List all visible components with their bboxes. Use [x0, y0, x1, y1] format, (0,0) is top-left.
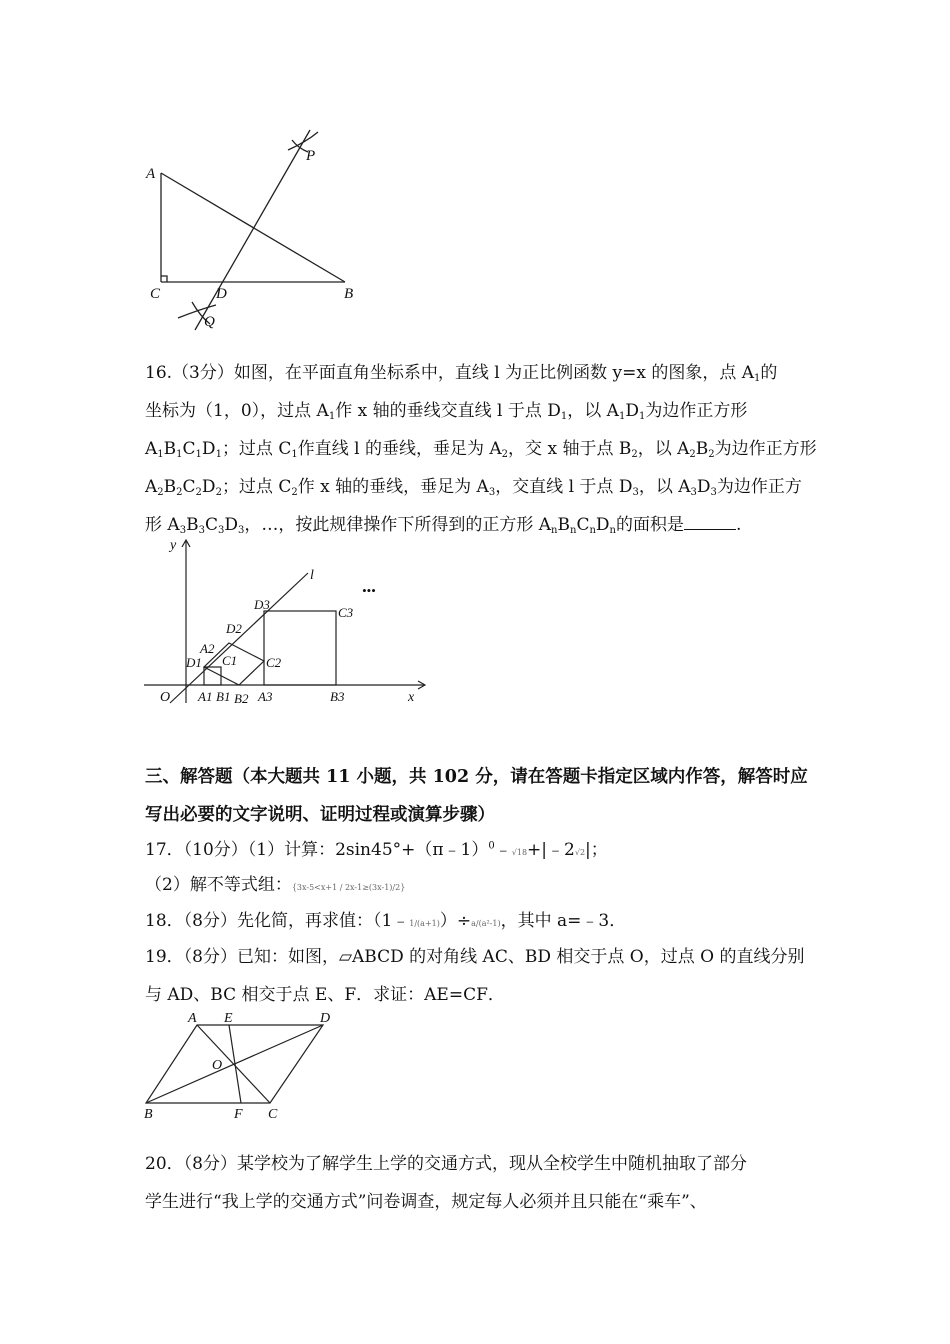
label-a2: A2 — [200, 641, 215, 656]
point-a-label: A — [146, 166, 156, 182]
sqrt-icon: √18 — [511, 848, 528, 857]
line-l — [170, 573, 308, 703]
fraction-icon-2: a/(a²-1) — [471, 919, 501, 928]
point-c-label: C — [150, 286, 161, 302]
label-d3: D3 — [254, 597, 270, 612]
point-a-label: A — [188, 1011, 197, 1026]
label-a1: A1 — [198, 689, 213, 704]
fraction-icon: 1/(a+1) — [409, 919, 440, 928]
q16-line3: $A_1B_1C_1D_1$；过点 $C_1$作直线 l 的垂线，垂足为 $A_2$，交 x 轴于点 $B_2$，以 $A_2B_2$为边作正方形 — [145, 439, 817, 460]
label-b1: B1 — [216, 689, 231, 704]
answer-blank — [684, 515, 736, 530]
label-b2: B2 — [234, 691, 249, 706]
line-pq — [195, 130, 310, 330]
label-d2: D2 — [226, 621, 242, 636]
q20-line2: 学生进行“我上学的交通方式”问卷调查，规定每人必须并且只能在“乘车”、 — [145, 1192, 707, 1212]
abs-bar-right: | — [585, 840, 591, 860]
q16-line4: $A_2B_2C_2D_2$；过点 $C_2$作 x 轴的垂线，垂足为 $A_3$，交直线 l 于点 $D_3$，以 $A_3D_3$为边作正方 — [145, 477, 802, 498]
q19-line2: 与 AD、BC 相交于点 E、F．求证：AE=CF． — [145, 985, 505, 1005]
point-p-label: P — [306, 148, 316, 164]
point-d-label: D — [216, 286, 227, 302]
abs-bar-left: | — [541, 840, 548, 860]
q20-line1: 20．（8分）某学校为了解学生上学的交通方式，现从全校学生中随机抽取了部分 — [145, 1154, 747, 1174]
label-y: y — [170, 538, 177, 553]
section-heading-line1: 三、解答题（本大题共 11 小题，共 102 分，请在答题卡指定区域内作答，解答时应 — [145, 767, 808, 787]
q17-line1: 17．（10分）（1）计算：2sin45°+（π﹣1）$^0$﹣√18+|﹣2√2|； — [145, 840, 608, 860]
label-d1: D1 — [186, 655, 202, 670]
inequality-system-icon: {3x-5<x+1 / 2x-1≥(3x-1)/2} — [291, 883, 406, 892]
right-angle-mark — [161, 276, 167, 282]
q17-line2: （2）解不等式组：{3x-5<x+1 / 2x-1≥(3x-1)/2} — [145, 875, 406, 895]
label-a3: A3 — [258, 689, 273, 704]
point-d-label: D — [320, 1011, 331, 1026]
label-o: O — [160, 690, 171, 705]
segment-ef — [229, 1025, 241, 1103]
parallelogram-figure — [140, 1005, 345, 1120]
point-q-label: Q — [204, 314, 215, 330]
q16-line1: 16.（3分）如图，在平面直角坐标系中，直线 l 为正比例函数 y=x 的图象，点 $A_1$的 — [145, 363, 778, 384]
segment-ab — [161, 173, 345, 282]
point-o-label: O — [212, 1058, 223, 1073]
point-b-label: B — [144, 1107, 153, 1122]
point-e-label: E — [224, 1011, 233, 1026]
q18-line: 18．（8分）先化简，再求值：（1﹣1/(a+1)）÷a/(a²-1)，其中 a=﹣3． — [145, 911, 627, 931]
square-3 — [264, 611, 336, 685]
label-l: l — [310, 568, 314, 583]
triangle-figure — [140, 120, 380, 335]
label-c2: C2 — [266, 655, 282, 670]
label-b3: B3 — [330, 689, 345, 704]
point-b-label: B — [344, 286, 354, 302]
q19-line1: 19．（8分）已知：如图，▱ABCD 的对角线 AC、BD 相交于点 O，过点 O 的直线分别 — [145, 947, 805, 967]
coordinate-squares-figure — [140, 535, 440, 710]
label-c1: C1 — [222, 653, 238, 668]
point-f-label: F — [234, 1107, 243, 1122]
sqrt-icon-2: √2 — [574, 848, 586, 857]
square-1 — [204, 667, 221, 685]
label-ellipsis: ••• — [362, 583, 376, 598]
label-x: x — [408, 690, 415, 705]
q16-line2: 坐标为（1，0），过点 $A_1$作 x 轴的垂线交直线 l 于点 $D_1$，以 $A_1D_1$为边作正方形 — [145, 401, 748, 422]
q16-line5: 形 $A_3B_3C_3D_3$，…，按此规律操作下所得到的正方形 $A_nB_nC_nD_n$的面积是 . — [145, 515, 742, 536]
point-c-label: C — [268, 1107, 278, 1122]
label-c3: C3 — [338, 605, 354, 620]
section-heading-line2: 写出必要的文字说明、证明过程或演算步骤） — [145, 805, 495, 825]
